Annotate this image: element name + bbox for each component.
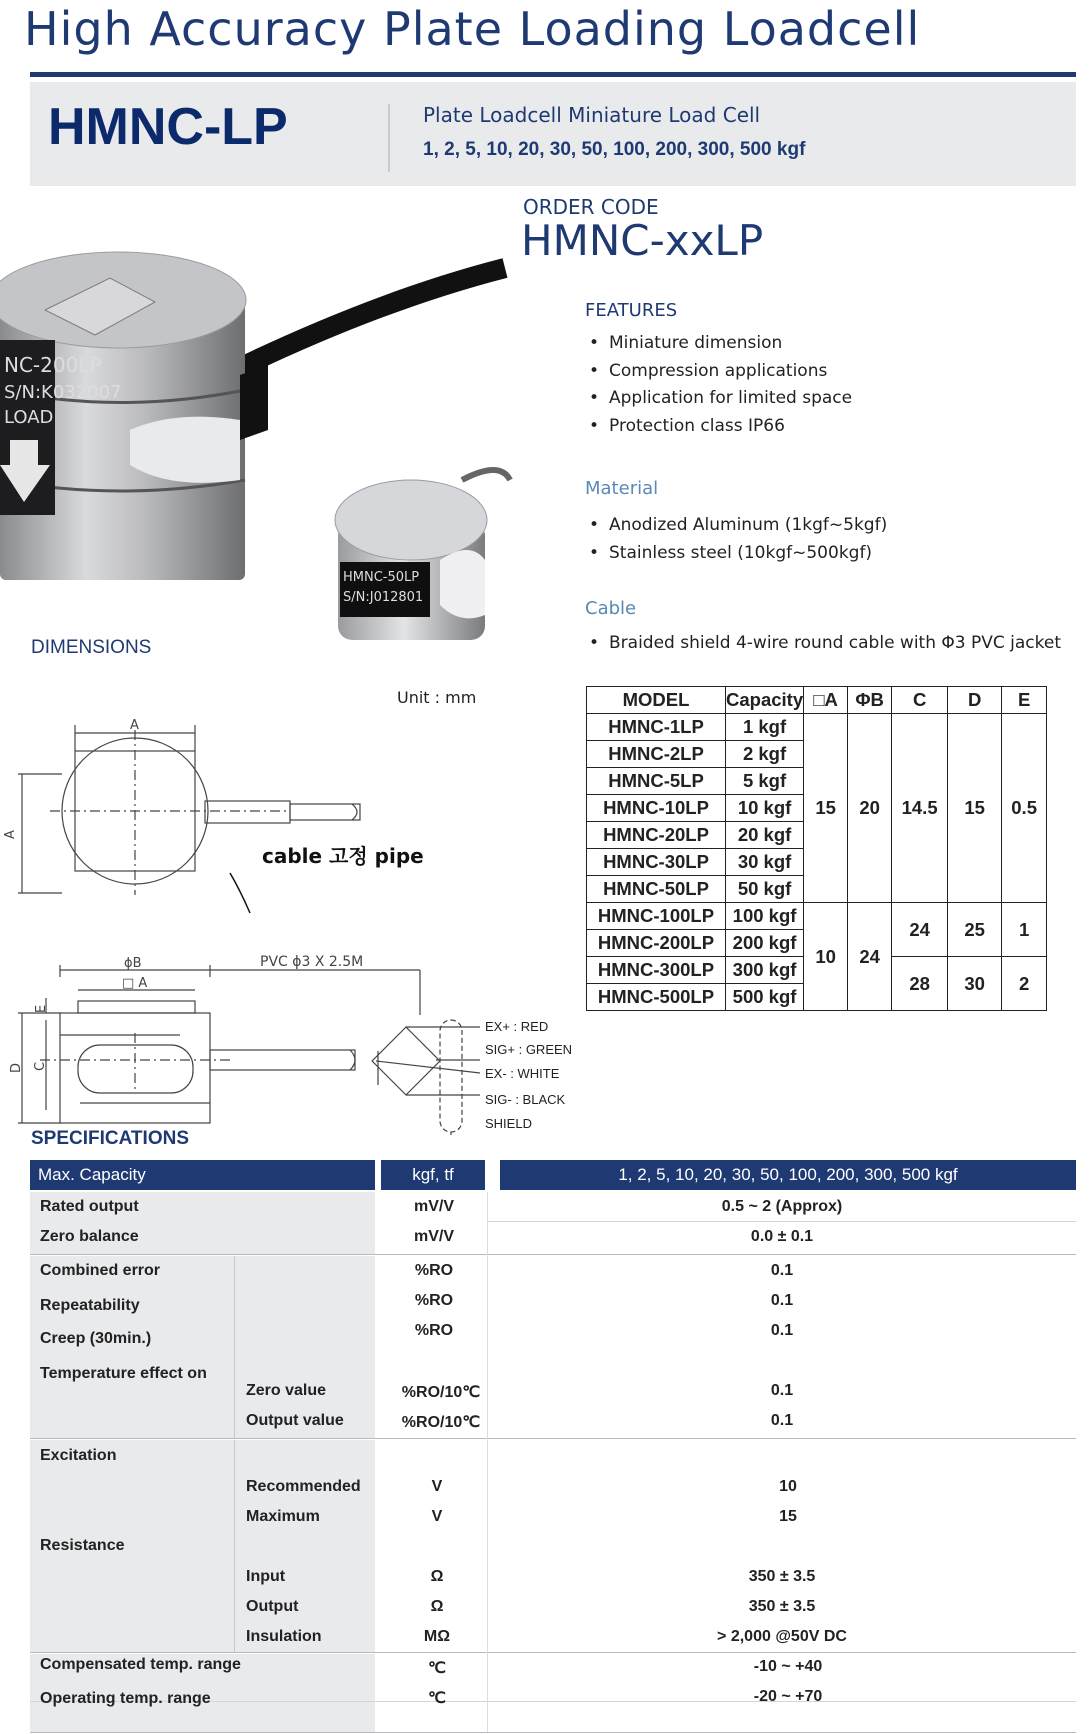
- label-phi-b: ϕB: [124, 956, 142, 971]
- col-a: □A: [804, 687, 848, 714]
- model-cell: HMNC-1LP: [587, 714, 726, 741]
- e-value: 2: [1002, 957, 1047, 1011]
- col-e: E: [1002, 687, 1047, 714]
- order-code-label: ORDER CODE: [523, 195, 659, 219]
- insulation-unit: MΩ: [423, 1628, 451, 1645]
- creep-label: Creep (30min.): [40, 1330, 152, 1347]
- repeatability-value: 0.1: [770, 1292, 794, 1309]
- insulation-value: > 2,000 @50V DC: [717, 1628, 847, 1645]
- model-cell: HMNC-5LP: [587, 768, 726, 795]
- zero-value-label: Zero value: [246, 1382, 327, 1399]
- zero-balance-unit: mV/V: [413, 1228, 455, 1245]
- d-value: 30: [948, 957, 1002, 1011]
- b-value: 24: [848, 903, 892, 1011]
- material-title: Material: [585, 478, 659, 499]
- rated-output-value: 0.5 ~ 2 (Approx): [721, 1198, 843, 1215]
- dimensions-title: DIMENSIONS: [31, 637, 152, 658]
- model-cell: HMNC-500LP: [587, 984, 726, 1011]
- label-e: E: [34, 1004, 49, 1013]
- model-cell: HMNC-100LP: [587, 903, 726, 930]
- model-cell: HMNC-30LP: [587, 849, 726, 876]
- col-c: C: [892, 687, 948, 714]
- comp-temp-value: -10 ~ +40: [753, 1658, 823, 1675]
- b-value: 20: [848, 714, 892, 903]
- zero-balance-label: Zero balance: [40, 1228, 139, 1245]
- header-divider: [388, 104, 390, 172]
- e-value: 1: [1002, 903, 1047, 957]
- wire-sig-minus: SIG- : BLACK: [485, 1092, 566, 1107]
- model-cell: HMNC-2LP: [587, 741, 726, 768]
- spec-header-value: 1, 2, 5, 10, 20, 30, 50, 100, 200, 300, 500 kgf: [500, 1160, 1076, 1190]
- wire-sig-plus: SIG+ : GREEN: [485, 1042, 573, 1057]
- excitation-label: Excitation: [40, 1447, 117, 1464]
- model-cell: HMNC-20LP: [587, 822, 726, 849]
- wire-ex-minus: EX- : WHITE: [485, 1066, 560, 1081]
- capacity-cell: 2 kgf: [726, 741, 804, 768]
- specifications-title: SPECIFICATIONS: [31, 1128, 189, 1149]
- small-photo-label-1: HMNC-50LP: [343, 570, 420, 585]
- capacity-cell: 10 kgf: [726, 795, 804, 822]
- combined-error-label: Combined error: [40, 1262, 161, 1279]
- capacity-cell: 5 kgf: [726, 768, 804, 795]
- combined-error-value: 0.1: [770, 1262, 794, 1279]
- wire-shield: SHIELD: [485, 1116, 532, 1131]
- d-value: 15: [948, 714, 1002, 903]
- material-item: • Anodized Aluminum (1kgf~5kgf): [585, 512, 887, 540]
- wire-ex-plus: EX+ : RED: [485, 1019, 549, 1034]
- op-temp-value: -20 ~ +70: [753, 1688, 823, 1705]
- feature-item: • Protection class IP66: [585, 413, 852, 441]
- capacity-cell: 200 kgf: [726, 930, 804, 957]
- op-temp-label: Operating temp. range: [40, 1690, 211, 1707]
- c-value: 14.5: [892, 714, 948, 903]
- rated-output-unit: mV/V: [413, 1198, 455, 1215]
- creep-value: 0.1: [770, 1322, 794, 1339]
- zero-value-value: 0.1: [770, 1382, 794, 1399]
- big-photo-label-2: S/N:K032007: [4, 382, 122, 403]
- spec-divider: [234, 1256, 235, 1438]
- features-title: FEATURES: [585, 300, 678, 321]
- spec-rule: [30, 1254, 1076, 1255]
- col-b: ΦB: [848, 687, 892, 714]
- loadcell-photos: [0, 240, 520, 660]
- model-table-header: [587, 687, 1047, 714]
- big-cable: [235, 268, 505, 370]
- capacity-cell: 50 kgf: [726, 876, 804, 903]
- big-loadcell-photo: [0, 252, 268, 580]
- big-photo-label-1: NC-200LP: [4, 353, 102, 377]
- output-value-label: Output value: [246, 1412, 344, 1429]
- repeatability-unit: %RO: [414, 1292, 454, 1309]
- comp-temp-label: Compensated temp. range: [40, 1656, 241, 1673]
- dimension-drawing: [0, 715, 585, 1135]
- capacity-cell: 30 kgf: [726, 849, 804, 876]
- label-a-top: A: [130, 718, 139, 733]
- table-row: [587, 714, 1047, 741]
- label-a-side: A: [3, 830, 18, 839]
- spec-rule: [487, 1221, 1076, 1222]
- model-cell: HMNC-200LP: [587, 930, 726, 957]
- big-photo-label-3: LOAD: [4, 407, 54, 428]
- spec-divider: [234, 1440, 235, 1652]
- recommended-unit: V: [431, 1478, 443, 1495]
- input-label: Input: [246, 1568, 286, 1585]
- recommended-label: Recommended: [246, 1478, 361, 1495]
- recommended-value: 10: [779, 1478, 797, 1495]
- output-value-value: 0.1: [770, 1412, 794, 1429]
- label-c: C: [33, 1061, 48, 1071]
- a-value: 10: [804, 903, 848, 1011]
- feature-item: • Miniature dimension: [585, 330, 852, 358]
- combined-error-unit: %RO: [414, 1262, 454, 1279]
- spec-header-label: Max. Capacity: [30, 1160, 375, 1190]
- small-photo-label-2: S/N:J012801: [343, 590, 424, 605]
- c-value: 28: [892, 957, 948, 1011]
- capacity-cell: 100 kgf: [726, 903, 804, 930]
- label-sq-a: □ A: [122, 976, 148, 991]
- table-row: [587, 903, 1047, 930]
- model-cell: HMNC-10LP: [587, 795, 726, 822]
- maximum-unit: V: [431, 1508, 443, 1525]
- output-resistance-value: 350 ± 3.5: [748, 1598, 816, 1615]
- op-temp-unit: ℃: [428, 1690, 446, 1707]
- col-d: D: [948, 687, 1002, 714]
- model-cell: HMNC-50LP: [587, 876, 726, 903]
- spec-rule: [30, 1732, 1076, 1733]
- unit-label: Unit : mm: [397, 688, 477, 707]
- capacity-cell: 20 kgf: [726, 822, 804, 849]
- resistance-label: Resistance: [40, 1537, 125, 1554]
- product-subtitle: Plate Loadcell Miniature Load Cell: [423, 103, 761, 127]
- capacity-cell: 1 kgf: [726, 714, 804, 741]
- comp-temp-unit: ℃: [428, 1660, 446, 1677]
- input-value: 350 ± 3.5: [748, 1568, 816, 1585]
- zero-value-unit: %RO/10℃: [401, 1384, 481, 1401]
- capacity-cell: 300 kgf: [726, 957, 804, 984]
- spec-rule: [30, 1438, 1076, 1439]
- rated-output-label: Rated output: [40, 1198, 139, 1215]
- pvc-note: PVC ϕ3 X 2.5M: [260, 954, 364, 970]
- model-table: [586, 686, 1047, 1011]
- output-unit: Ω: [430, 1598, 444, 1615]
- feature-item: • Compression applications: [585, 358, 852, 386]
- cable-pipe-note: cable 고정 pipe: [262, 844, 424, 868]
- small-loadcell-photo: [335, 470, 510, 640]
- spec-divider: [487, 1192, 488, 1732]
- zero-balance-value: 0.0 ± 0.1: [750, 1228, 814, 1245]
- cable-list: [585, 630, 1061, 658]
- spec-rule: [30, 1652, 1076, 1653]
- cable-item: • Braided shield 4-wire round cable with Φ3 PVC jacket: [585, 630, 1061, 658]
- e-value: 0.5: [1002, 714, 1047, 903]
- temp-effect-label: Temperature effect on: [40, 1365, 207, 1382]
- capacity-cell: 500 kgf: [726, 984, 804, 1011]
- cable-title: Cable: [585, 598, 637, 619]
- material-list: [585, 512, 887, 567]
- creep-unit: %RO: [414, 1322, 454, 1339]
- col-model: MODEL: [587, 687, 726, 714]
- maximum-label: Maximum: [246, 1508, 320, 1525]
- output-value-unit: %RO/10℃: [401, 1414, 481, 1431]
- model-cell: HMNC-300LP: [587, 957, 726, 984]
- title-underline: [30, 72, 1076, 77]
- c-value: 24: [892, 903, 948, 957]
- page-title: High Accuracy Plate Loading Loadcell: [24, 2, 921, 56]
- spec-header-unit: kgf, tf: [381, 1160, 485, 1190]
- material-item: • Stainless steel (10kgf~500kgf): [585, 540, 887, 568]
- col-capacity: Capacity: [726, 687, 804, 714]
- label-d: D: [9, 1062, 24, 1073]
- order-code: HMNC-xxLP: [521, 216, 764, 265]
- capacity-list: 1, 2, 5, 10, 20, 30, 50, 100, 200, 300, 500 kgf: [423, 139, 806, 160]
- maximum-value: 15: [779, 1508, 797, 1525]
- input-unit: Ω: [430, 1568, 444, 1585]
- model-name: HMNC-LP: [48, 98, 288, 156]
- a-value: 15: [804, 714, 848, 903]
- repeatability-label: Repeatability: [40, 1297, 140, 1314]
- feature-item: • Application for limited space: [585, 385, 852, 413]
- output-label: Output: [246, 1598, 299, 1615]
- features-list: [585, 330, 852, 440]
- d-value: 25: [948, 903, 1002, 957]
- insulation-label: Insulation: [246, 1628, 322, 1645]
